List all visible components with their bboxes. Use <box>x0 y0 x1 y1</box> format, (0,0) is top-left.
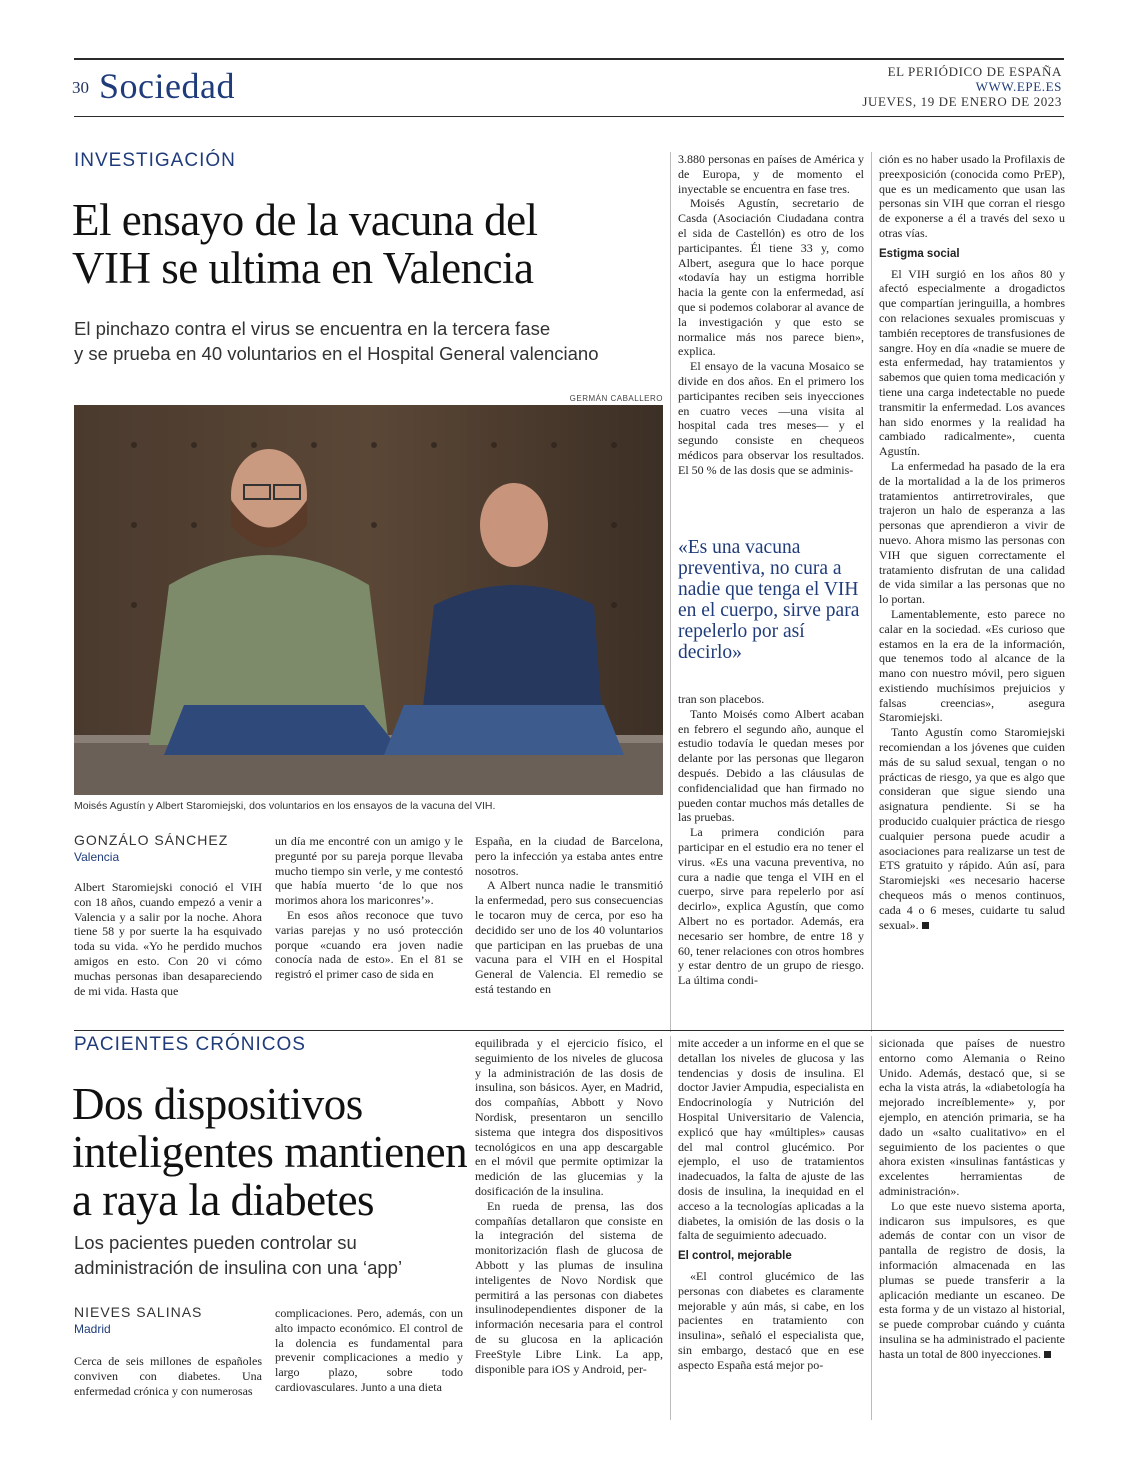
article2-column-4 <box>678 1036 864 1373</box>
paragraph: mite acceder a un informe en el que se detallan los niveles de glucosa y las tendencias y dosis de insulina. El doctor Javier Ampudia, especialista en Endocrinología y Nutrición del Hospital Universitario de Valencia, explicó que hay «múltiples» causas del mal control glucémico. Por ejemplo, el uso de tratamientos inadecuados, la falta de ajuste de las dosis de insulina, la inequidad en el acceso a la tecnologías aplicadas a la diabetes, la omisión de las dosis o la falta de seguimiento adecuado. <box>678 1036 864 1243</box>
column-rule <box>871 152 872 1032</box>
paragraph: En esos años reconoce que tuvo varias parejas y no usó protección porque «cuando era joven nadie conocía nada de esto». En el 81 se registró el primer caso de sida en <box>275 907 463 982</box>
header-rule <box>74 116 1064 117</box>
paper-info <box>862 64 1062 109</box>
headline-line: inteligentes mantienen <box>72 1127 468 1177</box>
photo-illustration <box>74 405 663 795</box>
article1-column-3 <box>475 834 663 997</box>
article-divider <box>74 1030 1064 1031</box>
article2-byline-place: Madrid <box>74 1322 111 1336</box>
article1-byline-name: GONZÁLO SÁNCHEZ <box>74 832 229 848</box>
article2-column-2 <box>275 1306 463 1395</box>
article1-byline-place: Valencia <box>74 850 120 864</box>
article2-kicker: PACIENTES CRÓNICOS <box>74 1034 306 1055</box>
top-rule <box>74 58 1064 60</box>
column-rule <box>670 152 671 1032</box>
paragraph: Moisés Agustín, secretario de Casda (Asociación Ciudadana contra el sida de Castellón) es otro de los participantes. Él tiene 33 y, como Albert, asegura que lo hace porque «todavía hay un estigma horrible hacia la gente con la enfermedad, así que si podemos colaborar al avance de la investigación y que esto se normalice más nos parece bien», explica. <box>678 196 864 359</box>
end-mark-icon <box>1044 1351 1051 1358</box>
end-mark-icon <box>922 922 929 929</box>
article1-column-1 <box>74 880 262 998</box>
paragraph: equilibrada y el ejercicio físico, el seguimiento de los niveles de glucosa y la administración de las dosis de insulina, son básicos. Ayer, en Madrid, dos compañías, Abbott y Novo Nordisk, presentaron un sencillo sistema que integra dos dispositivos tecnológicos en una app descargable en el móvil que permite optimizar la medición de las glucemias y la dosificación de la insulina. <box>475 1036 663 1198</box>
article2-column-3 <box>475 1036 663 1376</box>
paragraph <box>879 1199 1065 1362</box>
article1-column-4-cont <box>678 692 864 988</box>
paragraph: A Albert nunca nadie le transmitió la enfermedad, pero sus consecuencias le tocaron muy de cerca, por eso ha decidido ser uno de los 40 voluntarios que participan en las pruebas de una vacuna para el VIH en el Hospital General de Valencia. El remedio se está testando en <box>475 878 663 996</box>
column-rule <box>871 1036 872 1420</box>
photo-caption: Moisés Agustín y Albert Staromiejski, dos voluntarios en los ensayos de la vacuna del VIH. <box>74 800 496 812</box>
paragraph: El ensayo de la vacuna Mosaico se divide en dos años. En el primero los participantes reciben seis inyecciones en cuatro veces —una visita al hospital cada tres meses— y el segundo consiste en chequeos médicos para observar los resultados. El 50 % de las dosis que se adminis- <box>678 359 864 477</box>
pull-quote: «Es una vacuna preventiva, no cura a nadie que tenga el VIH en el cuerpo, sirve para repelerlo por así decirlo» <box>678 537 860 663</box>
subhead-line: Los pacientes pueden controlar su <box>74 1232 357 1253</box>
photo-credit: GERMÁN CABALLERO <box>569 394 663 403</box>
paragraph: En rueda de prensa, las dos compañías detallaron que consiste en la integración del sistema de monitorización flash de glucosa de Abbott y las plumas de insulina inteligentes de Novo Nordisk que permitirá a las personas con diabetes insulinodependientes disponer de la información necesaria para el control de su glucosa en la aplicación FreeStyle Libre Link. La app, disponible para iOS y Android, per- <box>475 1198 663 1376</box>
subheading: Estigma social <box>879 247 960 260</box>
article2-subhead <box>74 1230 474 1280</box>
article1-column-2 <box>275 834 463 982</box>
article1-column-4 <box>678 152 864 478</box>
paragraph: Albert Staromiejski conoció el VIH con 18 años, cuando empezó a venir a Valencia y a salir por la noche. Ahora tiene 58 y por suerte la ha esquivado toda su vida. «Yo he perdido muchos amigos en esto. Con 20 vi cómo muchas personas iban desapareciendo de mi vida. Hasta que <box>74 880 262 998</box>
paragraph: ción es no haber usado la Profilaxis de preexposición (conocida como PrEP), que es un medicamento que usan las personas sin VIH que corran el riesgo de exponerse a él a través del sexo u otras vías. <box>879 152 1065 240</box>
paragraph: «El control glucémico de las personas con diabetes es claramente mejorable y aún más, si cabe, en los pacientes en tratamiento con insulina», señaló el especialista que, sin embargo, destacó que en ese aspecto España está mejor po- <box>678 1268 864 1372</box>
headline-line: Dos dispositivos <box>72 1079 363 1129</box>
paragraph: Lamentablemente, esto parece no calar en la sociedad. «Es curioso que estamos en la era de la información, que tenemos todo al alcance de la mano con nuestro móvil, pero siguen existiendo muchísimos prejuicios y falsas creencias», asegura Staromiejski. <box>879 606 1065 725</box>
article2-column-5 <box>879 1036 1065 1362</box>
paragraph: España, en la ciudad de Barcelona, pero la infección ya estaba antes entre nosotros. <box>475 834 663 878</box>
section-title: Sociedad <box>99 66 235 106</box>
article1-subhead <box>74 316 664 366</box>
issue-date: JUEVES, 19 DE ENERO DE 2023 <box>862 94 1062 109</box>
article2-column-1 <box>74 1354 262 1398</box>
paper-url[interactable]: WWW.EPE.ES <box>975 79 1062 94</box>
paragraph-text: Tanto Agustín como Staromiejski recomiendan a los jóvenes que cuiden más de su salud sexual, tengan o no prácticas de riesgo, ya que es algo que consideran que sigue siendo una asignatura pendiente. Si se ha producido cualquier práctica de riesgo cualquier persona puede acudir a asociaciones para realizarse un test de ETS gratuito y rápido. Aún así, para Staromiejski «es necesario hacerse chequeos más o menos continuos, cada 4 o 6 meses, cuidarte tu salud sexual». <box>879 725 1065 932</box>
paragraph: Tanto Moisés como Albert acaban en febrero el segundo año, aunque el estudio todavía le quedan meses por delante por las personas que llegaron después. Debido a las cláusulas de confidencialidad que han firmado no pueden contar muchos más detalles de las pruebas. <box>678 706 864 825</box>
paragraph-text: Lo que este nuevo sistema aporta, indicaron sus impulsores, es que además de contar con un visor de pantalla de registro de dosis, la información almacenada en las plumas se puede transferir a la aplicación mediante un escaneo. De esta forma y de un vistazo al historial, se puede comprobar cuándo y cuánta insulina se ha administrado el paciente hasta un total de 800 inyecciones. <box>879 1198 1065 1361</box>
article1-column-5 <box>879 152 1065 932</box>
paragraph: Cerca de seis millones de españoles conviven con diabetes. Una enfermedad crónica y con numerosas <box>74 1354 262 1398</box>
article1-photo <box>74 405 663 795</box>
headline-line: a raya la diabetes <box>72 1175 375 1225</box>
headline-line: El ensayo de la vacuna del <box>72 195 538 245</box>
paragraph: 3.880 personas en países de América y de Europa, y de momento el inyectable se encuentra en fase tres. <box>678 152 864 196</box>
paragraph: sicionada que países de nuestro entorno como Alemania o Reino Unido. Además, destacó que, si se echa la vista atrás, la «diabetología ha mejorado increíblemente» y, por ejemplo, en atención primaria, se ha dado un «salto cualitativo» en el seguimiento de los pacientes o que ahora existen «insulinas fantásticas y excelentes herramientas de administración». <box>879 1036 1065 1198</box>
paragraph: La enfermedad ha pasado de la era de la mortalidad a la de los primeros tratamientos antirretrovirales, que trajeron un halo de esperanza a las personas que aprendieron a vivir de nuevo. Ahora mismo las personas con VIH que siguen correctamente el tratamiento disfrutan de una calidad de vida similar a las personas que no lo portan. <box>879 458 1065 607</box>
subheading: El control, mejorable <box>678 1250 792 1263</box>
subhead-line: El pinchazo contra el virus se encuentra en la tercera fase <box>74 318 551 339</box>
paragraph <box>879 725 1065 932</box>
column-rule <box>670 1036 671 1420</box>
article2-byline-name: NIEVES SALINAS <box>74 1304 203 1320</box>
paragraph: El VIH surgió en los años 80 y afectó especialmente a drogadictos que compartían jeringuilla, a hombres con relaciones sexuales promiscuas y también receptores de transfusiones de sangre. Hoy en día «nadie se muere de esta enfermedad, hay tratamientos y sabemos que quien toma medicación y tiene una carga indetectable no puede transmitir la enfermedad. Los avances han sido enormes y la realidad ha cambiado radicalmente», cuenta Agustín. <box>879 266 1065 459</box>
subhead-line: y se prueba en 40 voluntarios en el Hospital General valenciano <box>74 343 599 364</box>
page-number: 30 <box>72 78 89 97</box>
paragraph: complicaciones. Pero, además, con un alto impacto económico. El control de la dolencia es fundamental para prevenir complicaciones a medio y largo plazo, sobre todo cardiovasculares. Junto a una dieta <box>275 1306 463 1394</box>
paragraph: un día me encontré con un amigo y le pregunté por su pareja porque llevaba mucho tiempo sin verle, y me contestó que había muerto ‘de lo que nos morimos ahora los mariconres’». <box>275 834 463 908</box>
article1-headline <box>72 196 662 292</box>
subhead-line: administración de insulina con una ‘app’ <box>74 1257 403 1278</box>
paragraph: tran son placebos. <box>678 692 765 706</box>
article1-kicker: INVESTIGACIÓN <box>74 150 236 171</box>
paper-name: EL PERIÓDICO DE ESPAÑA <box>887 64 1062 79</box>
paragraph: La primera condición para participar en el estudio era no tener el virus. «Es una vacuna preventiva, no cura a nadie que tenga el VIH en el cuerpo, sirve para repelerlo por así decirlo», explica Agustín, que como Albert no es portador. Además, era necesario ser hombre, de entre 18 y 60, tener relaciones con otros hombres y estar dentro de un grupo de riesgo. La última condi- <box>678 825 864 988</box>
article2-headline <box>72 1080 472 1224</box>
headline-line: VIH se ultima en Valencia <box>72 243 534 293</box>
